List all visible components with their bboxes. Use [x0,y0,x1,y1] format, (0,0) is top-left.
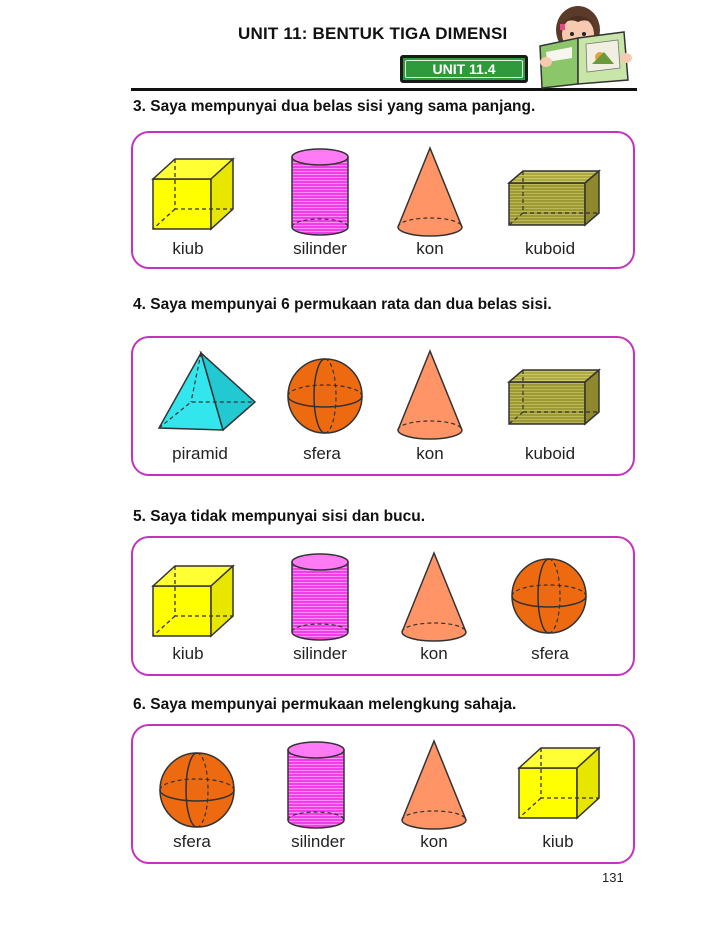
option-label: kuboid [524,239,576,258]
cone-shape[interactable] [395,348,465,444]
question-5: 5. Saya tidak mempunyai sisi dan bucu. [133,508,426,525]
option-label: sfera [173,832,211,851]
cuboid-shape[interactable] [507,169,603,229]
sphere-shape[interactable] [509,556,589,636]
options-panel-q4 [131,336,635,476]
page-number: 131 [602,870,624,885]
question-3: 3. Saya mempunyai dua belas sisi yang sama panjang. [133,98,536,115]
option-label: sfera [303,444,341,463]
option-label: silinder [291,832,345,851]
option-label: kiub [172,644,204,663]
cylinder-shape[interactable] [289,552,351,644]
question-4: 4. Saya mempunyai 6 permukaan rata dan dua belas sisi. [133,296,552,313]
option-label: piramid [172,444,228,463]
option-label: silinder [293,644,347,663]
option-label: kon [420,644,448,663]
option-label: silinder [293,239,347,258]
cone-shape[interactable] [399,738,469,834]
options-panel-q6 [131,724,635,864]
question-6: 6. Saya mempunyai permukaan melengkung sahaja. [133,696,517,713]
option-label: kon [416,239,444,258]
cube-shape[interactable] [151,155,246,235]
pyramid-shape[interactable] [155,350,259,434]
cone-shape[interactable] [395,145,465,241]
options-panel-q3 [131,131,635,269]
option-label: kiub [542,832,574,851]
sphere-shape[interactable] [157,750,237,830]
options-panel-q5 [131,536,635,676]
unit-badge [400,55,528,83]
sphere-shape[interactable] [285,356,365,436]
option-label: kon [416,444,444,463]
option-label: kuboid [524,444,576,463]
unit-badge-label: UNIT 11.4 [405,60,523,78]
cube-shape[interactable] [517,744,612,824]
option-label: kiub [172,239,204,258]
page-title: UNIT 11: BENTUK TIGA DIMENSI [238,24,508,43]
option-label: sfera [531,644,569,663]
option-label: kon [420,832,448,851]
cone-shape[interactable] [399,550,469,646]
girl-reading-illustration [532,2,642,90]
cylinder-shape[interactable] [285,740,347,832]
cuboid-shape[interactable] [507,368,603,428]
cube-shape[interactable] [151,562,246,642]
cylinder-shape[interactable] [289,147,351,239]
